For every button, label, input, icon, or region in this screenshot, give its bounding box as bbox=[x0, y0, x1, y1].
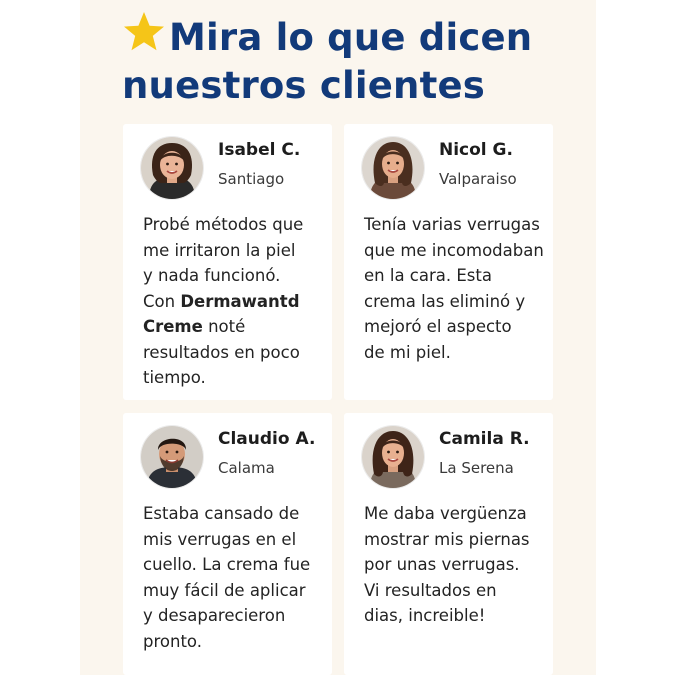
quote-line: Tenía varias verrugas bbox=[364, 215, 540, 234]
quote-line: pronto. bbox=[143, 631, 202, 651]
testimonial-text bbox=[143, 501, 333, 654]
testimonial-text bbox=[143, 212, 333, 391]
customer-city: Calama bbox=[218, 459, 275, 477]
avatar bbox=[362, 426, 424, 488]
quote-line: mostrar mis piernas bbox=[364, 529, 530, 549]
quote-line: mis verrugas en el bbox=[143, 529, 297, 549]
testimonial-card bbox=[123, 413, 332, 675]
testimonial-card bbox=[344, 124, 553, 400]
quote-line: de mi piel. bbox=[364, 342, 451, 362]
quote-fragment: Con bbox=[143, 291, 181, 311]
avatar bbox=[141, 426, 203, 488]
quote-line: que me incomodaban bbox=[364, 240, 544, 260]
quote-line: Estaba cansado de bbox=[143, 504, 300, 523]
title-line-1 bbox=[122, 10, 562, 62]
customer-city: La Serena bbox=[439, 459, 514, 477]
quote-line: en la cara. Esta bbox=[364, 266, 492, 285]
page-title bbox=[122, 10, 562, 110]
testimonial-text bbox=[364, 212, 554, 365]
customer-name: Camila R. bbox=[439, 429, 530, 449]
testimonial-text bbox=[364, 501, 554, 629]
quote-line: crema las eliminó y bbox=[364, 291, 526, 311]
quote-line: muy fácil de aplicar bbox=[143, 580, 306, 600]
customer-name: Isabel C. bbox=[218, 140, 301, 160]
quote-line: cuello. La crema fue bbox=[143, 555, 311, 574]
quote-line: mejoró el aspecto bbox=[364, 317, 512, 336]
brand-name: Dermawantd bbox=[180, 291, 300, 311]
quote-line: dias, increible! bbox=[364, 606, 486, 625]
star-icon bbox=[122, 10, 166, 54]
customer-name: Nicol G. bbox=[439, 140, 513, 160]
testimonial-card bbox=[344, 413, 553, 675]
quote-line bbox=[143, 314, 333, 340]
customer-city: Santiago bbox=[218, 170, 285, 188]
avatar bbox=[141, 137, 203, 199]
quote-fragment: noté bbox=[202, 317, 246, 336]
quote-line: resultados en poco bbox=[143, 342, 300, 362]
avatar bbox=[362, 137, 424, 199]
brand-name: Creme bbox=[143, 317, 203, 336]
quote-line bbox=[143, 289, 333, 315]
quote-line: Vi resultados en bbox=[364, 580, 497, 600]
customer-name: Claudio A. bbox=[218, 429, 316, 449]
testimonials-page bbox=[80, 0, 596, 675]
title-line-2: nuestros clientes bbox=[122, 64, 485, 107]
quote-line: me irritaron la piel bbox=[143, 240, 296, 260]
testimonial-card bbox=[123, 124, 332, 400]
quote-line: Me daba vergüenza bbox=[364, 504, 527, 523]
customer-city: Valparaiso bbox=[439, 170, 517, 188]
quote-line: y desaparecieron bbox=[143, 606, 286, 625]
quote-line: por unas verrugas. bbox=[364, 555, 520, 574]
quote-line: y nada funcionó. bbox=[143, 266, 281, 285]
title-text-1: Mira lo que dicen bbox=[169, 16, 533, 59]
quote-line: tiempo. bbox=[143, 368, 206, 387]
quote-line: Probé métodos que bbox=[143, 215, 304, 234]
